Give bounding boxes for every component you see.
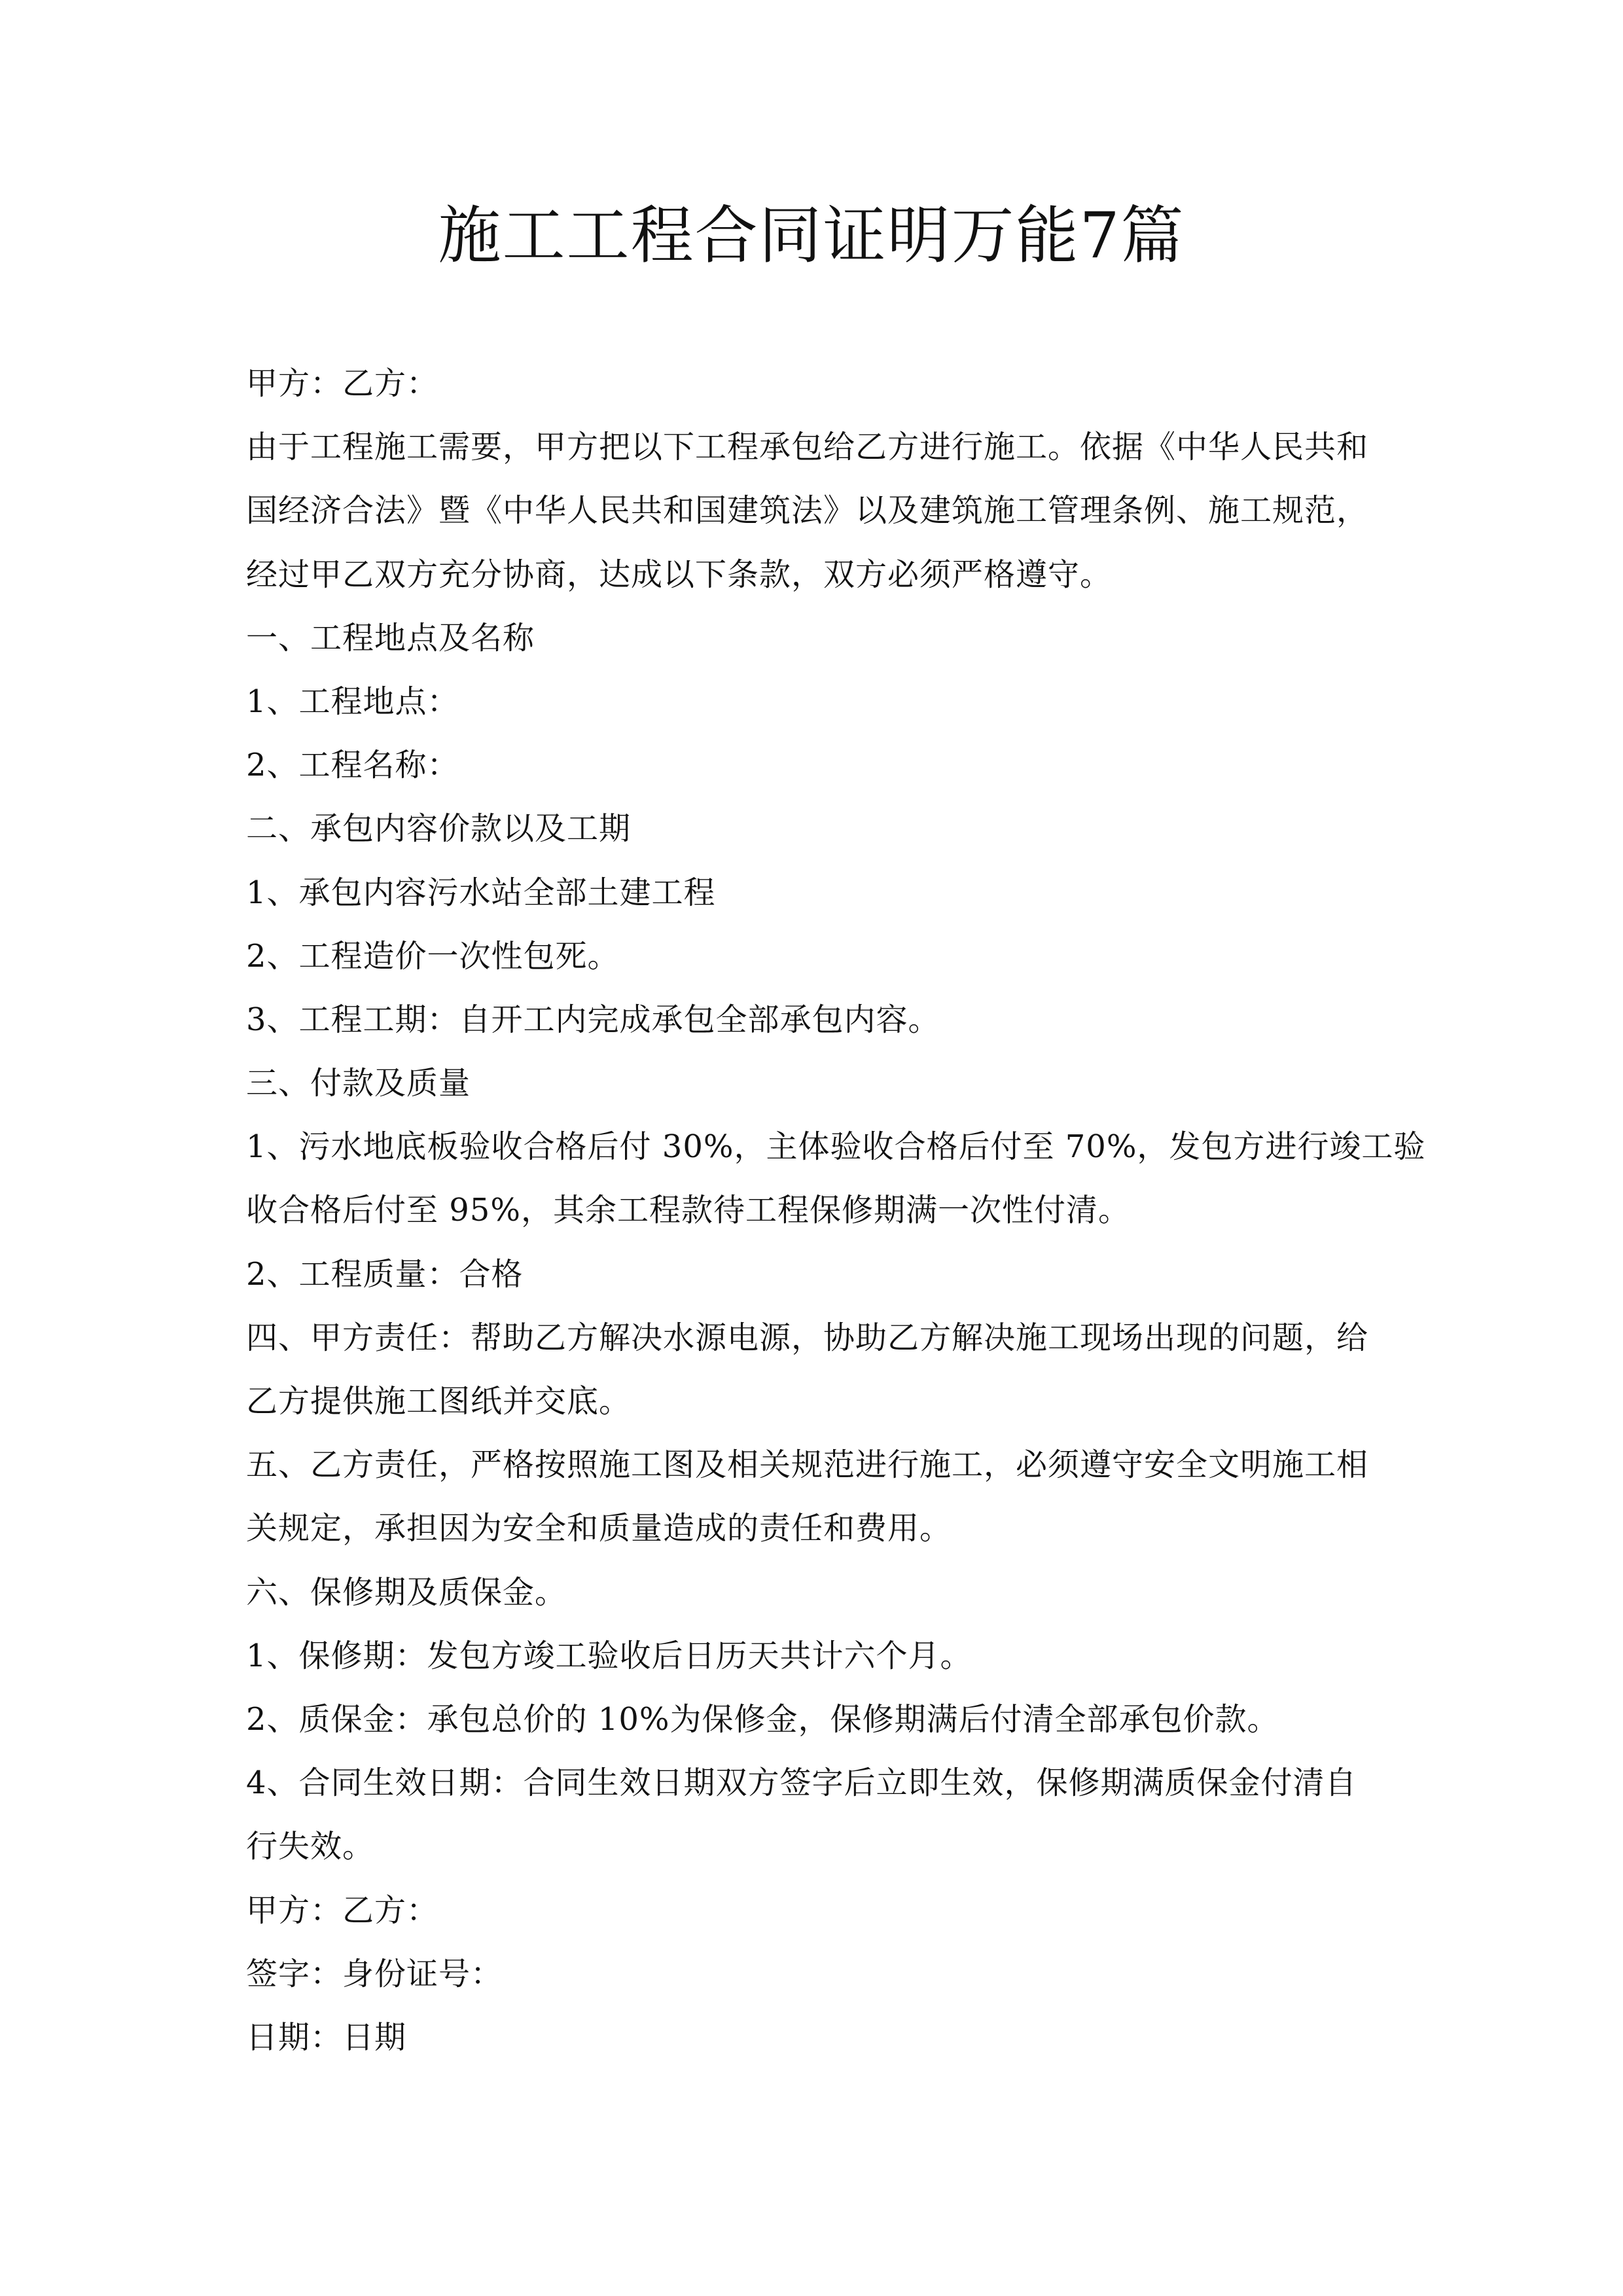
party-header-line: 甲方：乙方： [246, 365, 439, 402]
signature-date-line: 日期：日期 [246, 2018, 407, 2056]
document-title: 施工工程合同证明万能7篇 [438, 199, 1185, 272]
clause-payment-line-1: 1、污水地底板验收合格后付 30%，主体验收合格后付至 70%，发包方进行竣工验 [246, 1128, 1426, 1166]
section-heading-payment: 三、付款及质量 [246, 1065, 471, 1102]
section-party-a-duty-line-1: 四、甲方责任：帮助乙方解决水源电源，协助乙方解决施工现场出现的问题，给 [246, 1319, 1369, 1356]
clause-project-duration: 3、工程工期：自开工内完成承包全部承包内容。 [246, 1001, 940, 1038]
section-heading-warranty: 六、保修期及质保金。 [246, 1573, 567, 1611]
preamble-line-3: 经过甲乙双方充分协商，达成以下条款，双方必须严格遵守。 [246, 556, 1113, 593]
clause-effective-date-line-1: 4、合同生效日期：合同生效日期双方签字后立即生效，保修期满质保金付清自 [246, 1765, 1357, 1802]
section-party-a-duty-line-2: 乙方提供施工图纸并交底。 [246, 1383, 632, 1420]
clause-scope-content: 1、承包内容污水站全部土建工程 [246, 874, 716, 911]
preamble-line-1: 由于工程施工需要，甲方把以下工程承包给乙方进行施工。依据《中华人民共和 [246, 429, 1369, 466]
clause-payment-line-2: 收合格后付至 95%，其余工程款待工程保修期满一次性付清。 [246, 1192, 1130, 1229]
clause-project-location: 1、工程地点： [246, 683, 459, 720]
clause-warranty-period: 1、保修期：发包方竣工验收后日历天共计六个月。 [246, 1637, 972, 1674]
clause-retention-money: 2、质保金：承包总价的 10%为保修金，保修期满后付清全部承包价款。 [246, 1700, 1279, 1738]
clause-project-name: 2、工程名称： [246, 747, 459, 784]
clause-quality: 2、工程质量：合格 [246, 1255, 524, 1293]
section-party-b-duty-line-1: 五、乙方责任，严格按照施工图及相关规范进行施工，必须遵守安全文明施工相 [246, 1446, 1369, 1484]
section-party-b-duty-line-2: 关规定，承担因为安全和质量造成的责任和费用。 [246, 1510, 952, 1547]
clause-effective-date-line-2: 行失效。 [246, 1828, 375, 1865]
section-heading-location: 一、工程地点及名称 [246, 619, 535, 656]
document-body [246, 352, 1426, 2070]
section-heading-scope: 二、承包内容价款以及工期 [246, 810, 632, 848]
signature-id-line: 签字：身份证号： [246, 1955, 503, 1992]
clause-project-cost: 2、工程造价一次性包死。 [246, 937, 620, 975]
preamble-line-2: 国经济合法》暨《中华人民共和国建筑法》以及建筑施工管理条例、施工规范， [246, 492, 1369, 529]
signature-parties-line: 甲方：乙方： [246, 1892, 439, 1929]
